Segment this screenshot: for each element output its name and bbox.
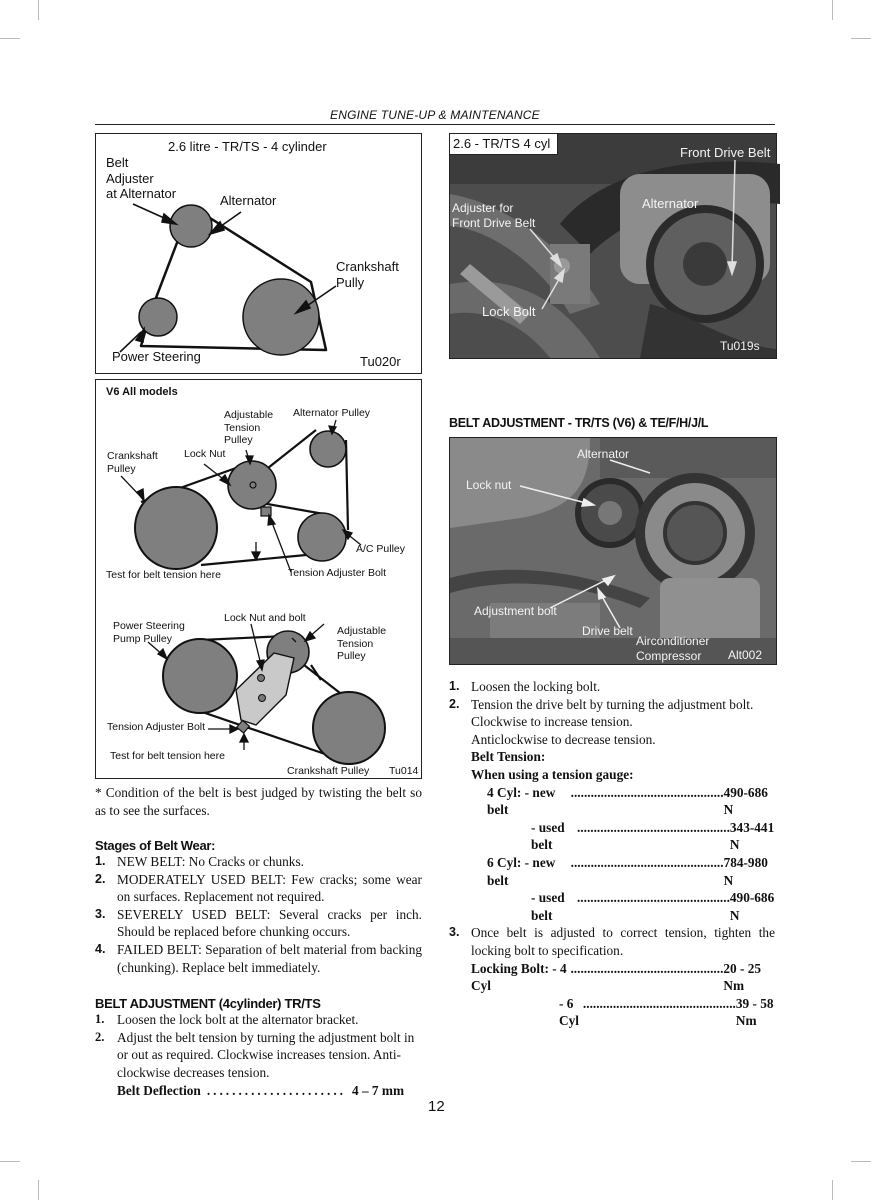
gauge-label: When using a tension gauge: xyxy=(471,766,634,782)
adjustment-bolt-label: Adjustment bolt xyxy=(474,604,557,618)
stages-heading: Stages of Belt Wear: xyxy=(95,838,216,853)
alternator-pulley xyxy=(170,205,212,247)
list-item: 4. FAILED BELT: Separation of belt material from backing (chunking). Replace belt immediately. xyxy=(95,941,422,975)
page-number: 12 xyxy=(428,1098,445,1115)
anticlockwise-text: Anticlockwise to decrease tension. xyxy=(471,731,656,747)
alternator-label: Alternator xyxy=(220,193,277,208)
lock-nut-and-bolt-label: Lock Nut and bolt xyxy=(224,612,306,624)
aircon-label: Airconditioner Compressor xyxy=(636,634,710,663)
lock-bolt-label: Lock Bolt xyxy=(482,304,536,319)
belt-adjuster-label: Belt Adjuster at Alternator xyxy=(106,155,177,202)
tension-row: 4 Cyl: - new belt .............................................. 490-686 N xyxy=(487,784,768,818)
crop-mark xyxy=(851,38,871,39)
engine-photo-4cyl xyxy=(450,134,776,358)
list-item: 3. Once belt is adjusted to correct tension, tighten the locking bolt to specification. xyxy=(449,925,775,958)
photo-4cyl-title: 2.6 - TR/TS 4 cyl xyxy=(450,134,558,155)
locking-table xyxy=(449,960,775,1030)
tension-row: - used belt .............................................. 343-441 N xyxy=(531,819,775,853)
clockwise-text: Clockwise to increase tension. xyxy=(471,714,633,730)
diagram-4cyl-title: 2.6 litre - TR/TS - 4 cylinder xyxy=(168,139,327,154)
diagram-v6 xyxy=(95,379,422,779)
crop-mark xyxy=(832,0,833,20)
v6-adjustment-heading: BELT ADJUSTMENT - TR/TS (V6) & TE/F/H/J/L xyxy=(449,416,709,430)
lock-nut-label: Lock Nut xyxy=(184,448,226,460)
adj4-heading: BELT ADJUSTMENT (4cylinder) TR/TS xyxy=(95,996,321,1011)
ac-pulley-label: A/C Pulley xyxy=(356,543,406,555)
crop-mark xyxy=(851,1161,871,1162)
list-item: 2. Adjust the belt tension by turning the adjustment bolt in or out as required. Clockwise increases tension. Anti-clockwise decreases tension. xyxy=(95,1029,415,1080)
crop-mark xyxy=(0,1161,20,1162)
crop-mark xyxy=(832,1180,833,1200)
drive-belt-label: Drive belt xyxy=(582,624,633,638)
v6-alternator-label: Alternator xyxy=(577,447,630,461)
v6-diagram-ref: Tu014 xyxy=(389,765,419,777)
adjustable-tension-pulley-label: Adjustable Tension Pulley xyxy=(224,409,274,447)
photo-alternator-label: Alternator xyxy=(642,196,699,211)
test-belt-tension-label: Test for belt tension here xyxy=(106,569,221,581)
power-steering-label: Power Steering xyxy=(112,349,201,364)
list-item: 3. SEVERELY USED BELT: Several cracks per inch. Should be replaced before chunking occurs. xyxy=(95,906,422,940)
tension-table xyxy=(449,784,775,925)
diagram-ref: Tu020r xyxy=(360,354,401,369)
locking-row: - 6 Cyl .............................................. 39 - 58 Nm xyxy=(559,995,774,1029)
v6-title: V6 All models xyxy=(106,386,178,398)
front-drive-belt-label: Front Drive Belt xyxy=(680,145,771,160)
locking-row: Locking Bolt: - 4 Cyl .............................................. 20 - 25 Nm xyxy=(471,960,762,994)
crankshaft-pulley-label: Crankshaft Pulley xyxy=(107,450,158,475)
diagram-4cyl xyxy=(95,133,422,374)
belt-deflection-row: Belt Deflection ...................... 4 – 7 mm xyxy=(117,1083,405,1099)
tension-row: - used belt .............................................. 490-686 N xyxy=(531,890,775,923)
belt-tension-label: Belt Tension: xyxy=(471,749,546,765)
tension-adjuster-bolt-2-label: Tension Adjuster Bolt xyxy=(107,721,206,733)
v6-photo-ref: Alt002 xyxy=(728,648,763,662)
crop-mark xyxy=(38,1180,39,1200)
test-belt-tension-2-label: Test for belt tension here xyxy=(110,750,225,762)
header-rule xyxy=(95,124,775,125)
photo-ref: Tu019s xyxy=(720,339,760,353)
list-item: 2. Tension the drive belt by turning the adjustment bolt. xyxy=(449,696,754,712)
list-item: 1. Loosen the locking bolt. xyxy=(449,679,601,694)
condition-note: * Condition of the belt is best judged by twisting the belt so as to see the surfaces. xyxy=(95,785,422,818)
adjuster-label: Adjuster for Front Drive Belt xyxy=(452,201,536,230)
adjustable-tension-pulley-2-label: Adjustable Tension Pulley xyxy=(337,625,387,663)
crankshaft-pulley-2-label: Crankshaft Pulley xyxy=(287,765,370,777)
page-header: ENGINE TUNE-UP & MAINTENANCE xyxy=(330,108,540,122)
tension-row: 6 Cyl: - new belt .............................................. 784-980 N xyxy=(487,854,768,888)
crop-mark xyxy=(38,0,39,20)
crankshaft-label: Crankshaft Pully xyxy=(336,259,399,290)
alternator-pulley-label: Alternator Pulley xyxy=(293,407,371,419)
crankshaft-pulley xyxy=(243,279,319,355)
photo-4cyl xyxy=(449,133,777,359)
list-item: 2. MODERATELY USED BELT: Few cracks; some wear on surfaces. Replacement not required. xyxy=(95,871,422,905)
stages-list xyxy=(95,853,422,976)
adj4-list xyxy=(95,1011,420,1100)
photo-v6 xyxy=(449,437,777,665)
tension-adjuster-bolt-label: Tension Adjuster Bolt xyxy=(288,567,387,579)
crop-mark xyxy=(0,38,20,39)
v6-lock-nut-label: Lock nut xyxy=(466,478,512,492)
list-item: 1. Loosen the lock bolt at the alternator bracket. xyxy=(95,1012,359,1027)
power-steering-pump-pulley-label: Power Steering Pump Pulley xyxy=(113,620,185,645)
list-item: 1. NEW BELT: No Cracks or chunks. xyxy=(95,854,304,869)
v6-steps xyxy=(449,678,775,1030)
